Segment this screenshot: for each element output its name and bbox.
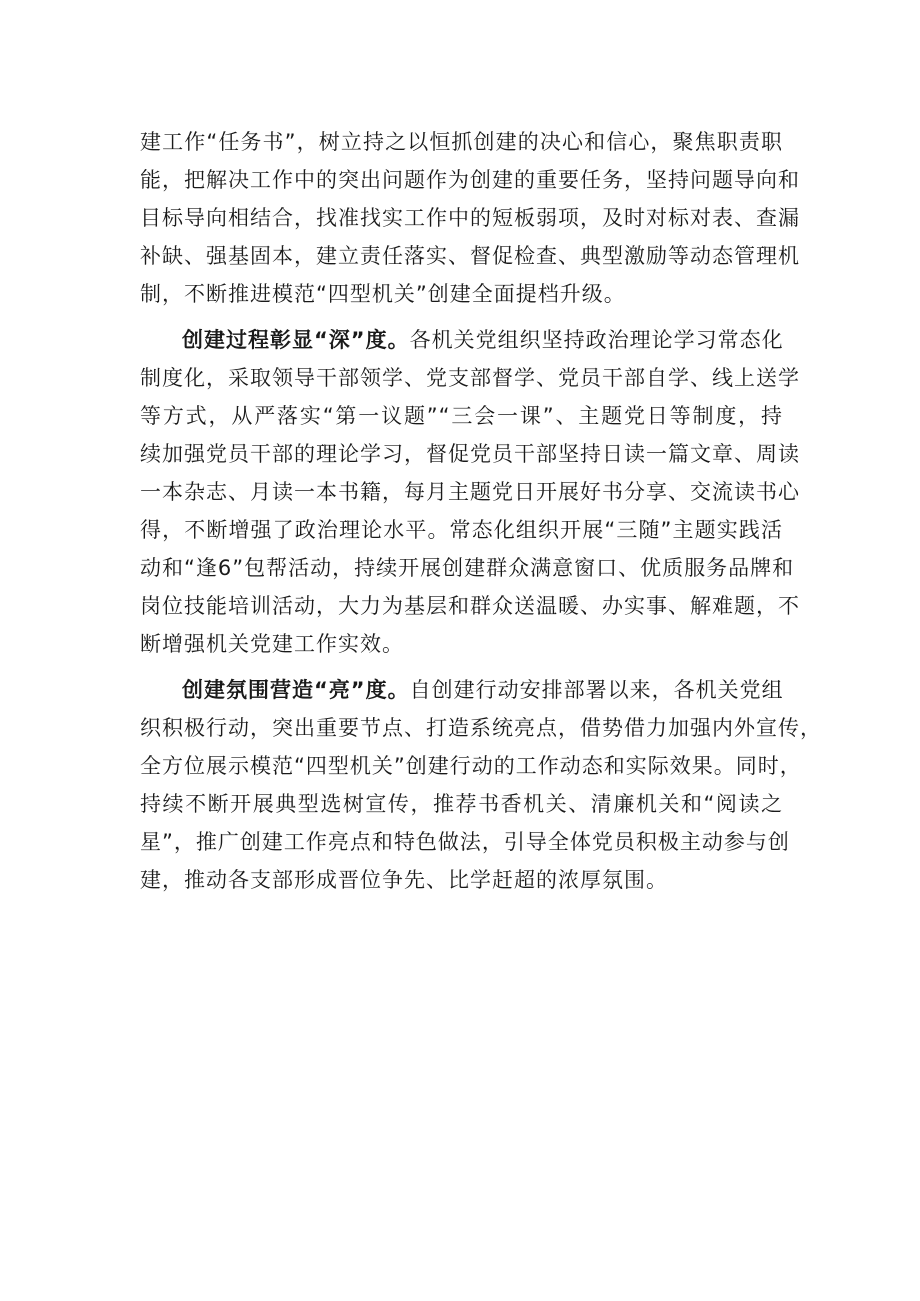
text-line: 建工作“任务书”，树立持之以恒抓创建的决心和信心，聚焦职责职 [140,130,783,154]
text-line: 制度化，采取领导干部领学、党支部督学、党员干部自学、线上送学 [140,366,800,390]
text-line: 织积极行动，突出重要节点、打造系统亮点，借势借力加强内外宣传， [140,716,822,740]
text-line: 目标导向相结合，找准找实工作中的短板弱项，及时对标对表、查漏 [140,206,800,230]
text-line: 动和“逢6”包帮活动，持续开展创建群众满意窗口、优质服务品牌和 [140,556,795,580]
paragraph-first-line [140,671,783,709]
text-line: 制，不断推进模范“四型机关”创建全面提档升级。 [140,282,626,306]
paragraph-heading: 创建过程彰显“深”度。 [182,328,410,352]
text-line: 能，把解决工作中的突出问题作为创建的重要任务，坚持问题导向和 [140,168,800,192]
text-line: 星”，推广创建工作亮点和特色做法，引导全体党员积极主动参与创 [140,830,790,854]
paragraph-first-line [140,321,783,359]
paragraph-3 [140,671,822,899]
paragraph-1 [140,123,800,313]
text-line: 得，不断增强了政治理论水平。常态化组织开展“三随”主题实践活 [140,518,783,542]
text-line: 全方位展示模范“四型机关”创建行动的工作动态和实际效果。同时， [140,754,802,778]
text-line: 建，推动各支部形成晋位争先、比学赶超的浓厚氛围。 [140,868,668,892]
paragraph-heading: 创建氛围营造“亮”度。 [182,678,410,702]
paragraph-2 [140,321,800,663]
text-line: 等方式，从严落实“第一议题”“三会一课”、主题党日等制度，持 [140,404,783,428]
text-line: 一本杂志、月读一本书籍，每月主题党日开展好书分享、交流读书心 [140,480,800,504]
text-line: 岗位技能培训活动，大力为基层和群众送温暖、办实事、解难题，不 [140,594,800,618]
text-run: 自创建行动安排部署以来，各机关党组 [409,678,784,702]
text-line: 续加强党员干部的理论学习，督促党员干部坚持日读一篇文章、周读 [140,442,800,466]
text-line: 补缺、强基固本，建立责任落实、督促检查、典型激励等动态管理机 [140,244,800,268]
text-run: 各机关党组织坚持政治理论学习常态化 [409,328,784,352]
document-page [140,123,822,899]
text-line: 断增强机关党建工作实效。 [140,632,404,656]
text-line: 持续不断开展典型选树宣传，推荐书香机关、清廉机关和“阅读之 [140,792,783,816]
